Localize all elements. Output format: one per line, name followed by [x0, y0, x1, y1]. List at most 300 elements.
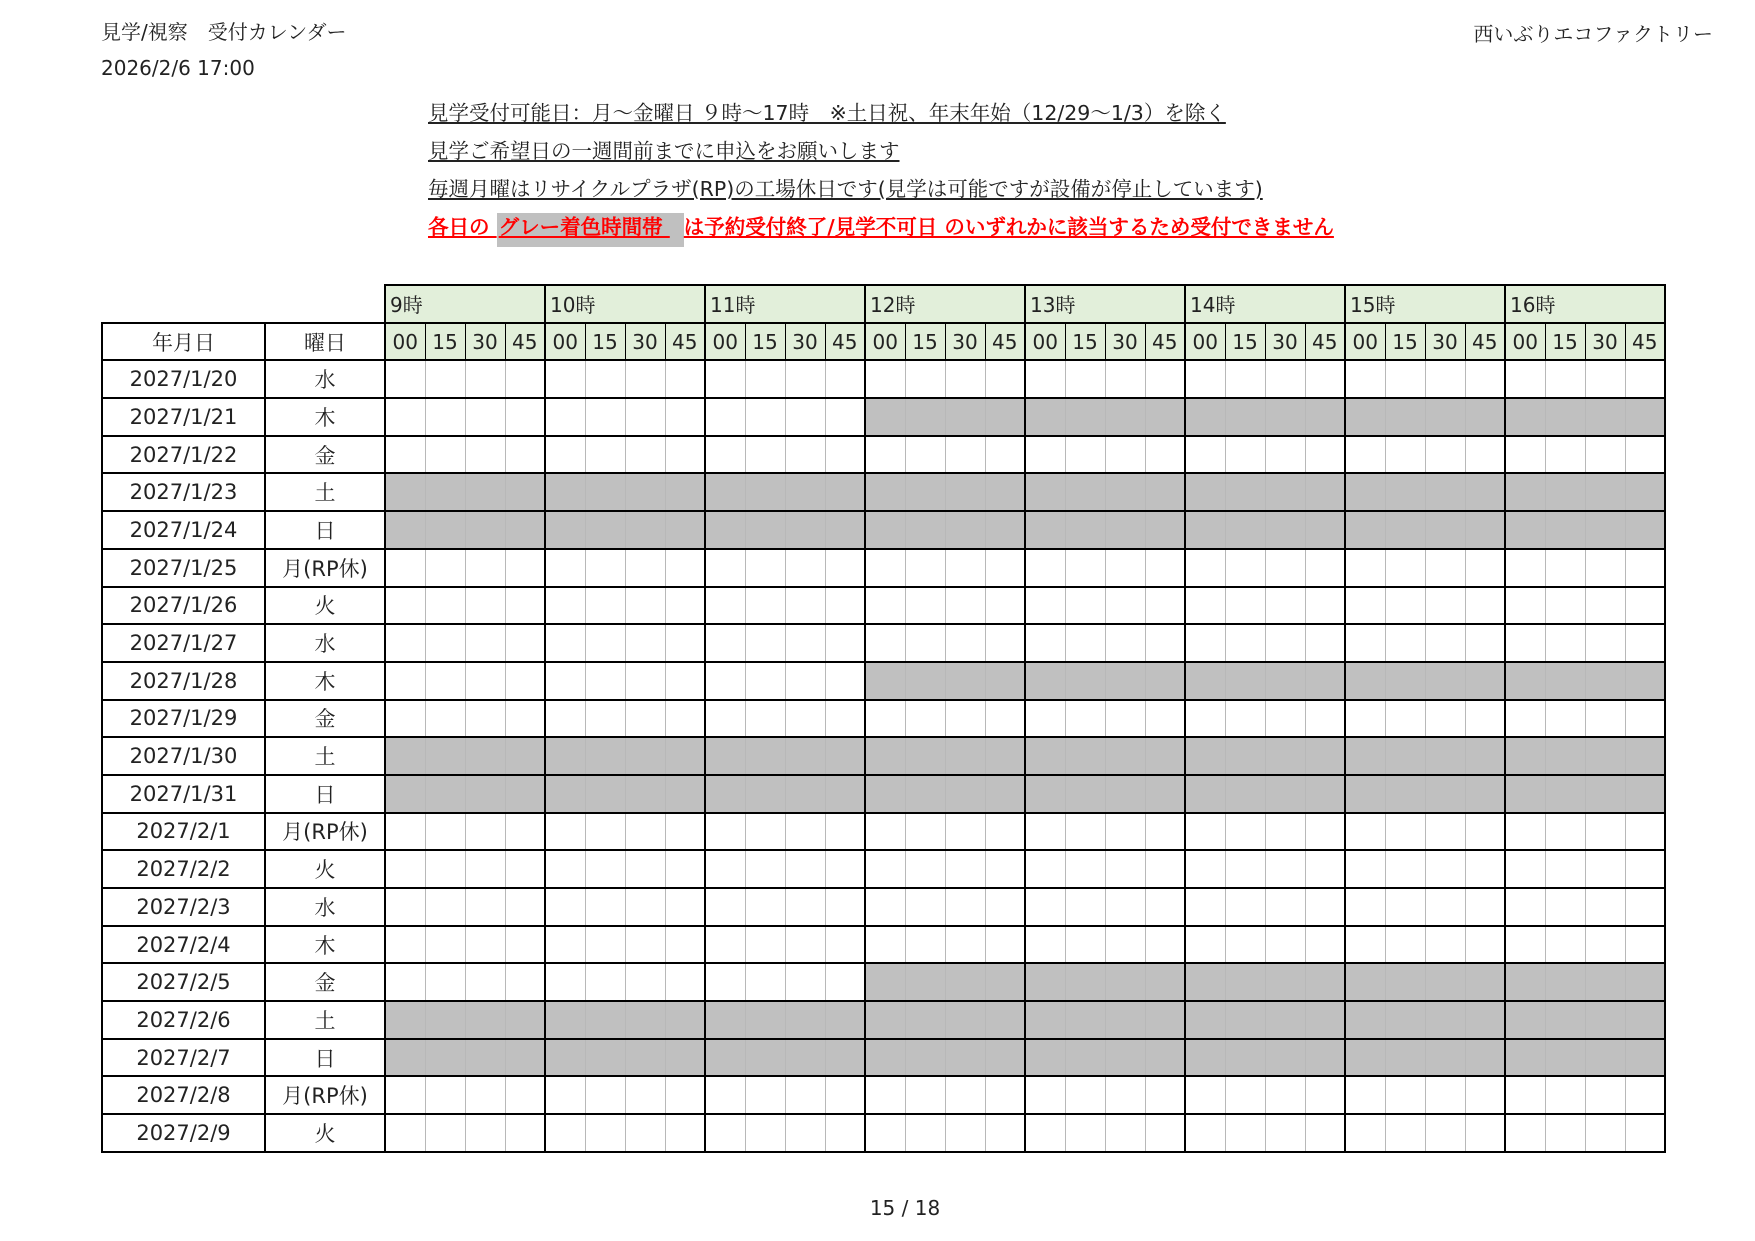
time-slot-available	[825, 1076, 865, 1114]
minute-header-cell: 45	[1145, 323, 1185, 361]
time-slot-available	[1065, 624, 1105, 662]
time-slot-available	[1345, 1114, 1385, 1152]
time-slot-closed	[1585, 1039, 1625, 1077]
time-slot-closed	[1225, 963, 1265, 1001]
time-slot-closed	[1505, 662, 1545, 700]
date-cell: 2027/2/8	[102, 1076, 265, 1114]
time-slot-available	[1265, 1076, 1305, 1114]
time-slot-available	[945, 360, 985, 398]
time-slot-available	[385, 963, 425, 1001]
date-cell: 2027/1/28	[102, 662, 265, 700]
date-cell: 2027/1/30	[102, 737, 265, 775]
weekday-cell: 土	[265, 737, 385, 775]
time-slot-closed	[1185, 963, 1225, 1001]
time-slot-closed	[545, 1001, 585, 1039]
time-slot-available	[505, 587, 545, 625]
time-slot-available	[705, 888, 745, 926]
minute-header-cell: 30	[1425, 323, 1465, 361]
time-slot-available	[1545, 587, 1585, 625]
time-slot-available	[945, 624, 985, 662]
time-slot-closed	[1105, 398, 1145, 436]
time-slot-closed	[1345, 511, 1385, 549]
minute-header-cell: 00	[1185, 323, 1225, 361]
time-slot-closed	[385, 1001, 425, 1039]
time-slot-available	[825, 624, 865, 662]
time-slot-closed	[905, 662, 945, 700]
time-slot-available	[1545, 1076, 1585, 1114]
time-slot-available	[425, 963, 465, 1001]
time-slot-available	[385, 587, 425, 625]
time-slot-closed	[1585, 963, 1625, 1001]
time-slot-closed	[385, 511, 425, 549]
time-slot-available	[505, 662, 545, 700]
time-slot-closed	[1505, 737, 1545, 775]
time-slot-closed	[625, 473, 665, 511]
time-slot-available	[1425, 436, 1465, 474]
time-slot-available	[1065, 888, 1105, 926]
time-slot-available	[1225, 549, 1265, 587]
calendar-body	[102, 360, 1665, 1151]
time-slot-available	[785, 926, 825, 964]
time-slot-closed	[625, 1039, 665, 1077]
time-slot-closed	[865, 1001, 905, 1039]
time-slot-available	[905, 1076, 945, 1114]
minute-header-cell: 45	[505, 323, 545, 361]
time-slot-available	[1305, 587, 1345, 625]
time-slot-available	[1345, 813, 1385, 851]
time-slot-closed	[1185, 398, 1225, 436]
time-slot-available	[825, 360, 865, 398]
time-slot-available	[665, 436, 705, 474]
time-slot-available	[1545, 888, 1585, 926]
time-slot-available	[985, 436, 1025, 474]
time-slot-available	[1025, 549, 1065, 587]
time-slot-available	[745, 888, 785, 926]
time-slot-available	[1185, 1114, 1225, 1152]
time-slot-available	[625, 813, 665, 851]
time-slot-available	[1545, 1114, 1585, 1152]
time-slot-closed	[1625, 511, 1665, 549]
time-slot-available	[1345, 436, 1385, 474]
time-slot-available	[1025, 1114, 1065, 1152]
time-slot-available	[465, 813, 505, 851]
time-slot-available	[545, 587, 585, 625]
time-slot-available	[385, 1114, 425, 1152]
time-slot-available	[505, 813, 545, 851]
time-slot-available	[505, 360, 545, 398]
time-slot-available	[1305, 549, 1345, 587]
time-slot-available	[425, 850, 465, 888]
time-slot-closed	[1185, 511, 1225, 549]
time-slot-available	[705, 1114, 745, 1152]
time-slot-closed	[465, 1001, 505, 1039]
time-slot-available	[745, 850, 785, 888]
time-slot-available	[1025, 700, 1065, 738]
time-slot-available	[1145, 624, 1185, 662]
time-slot-closed	[1025, 473, 1065, 511]
time-slot-available	[665, 963, 705, 1001]
calendar-row	[102, 926, 1665, 964]
time-slot-available	[1225, 360, 1265, 398]
note-grey-slots-warning	[428, 210, 1334, 240]
time-slot-available	[785, 1076, 825, 1114]
time-slot-available	[1505, 1076, 1545, 1114]
time-slot-available	[1025, 850, 1065, 888]
time-slot-closed	[1105, 662, 1145, 700]
time-slot-closed	[1225, 775, 1265, 813]
time-slot-available	[865, 587, 905, 625]
time-slot-closed	[545, 1039, 585, 1077]
time-slot-closed	[1225, 662, 1265, 700]
time-slot-available	[1545, 850, 1585, 888]
time-slot-available	[905, 700, 945, 738]
time-slot-available	[1265, 587, 1305, 625]
time-slot-closed	[625, 511, 665, 549]
time-slot-available	[745, 662, 785, 700]
organization-name: 西いぶりエコファクトリー	[1473, 22, 1713, 46]
time-slot-available	[1185, 813, 1225, 851]
time-slot-available	[1625, 549, 1665, 587]
time-slot-available	[1625, 926, 1665, 964]
time-slot-available	[1385, 624, 1425, 662]
time-slot-closed	[985, 737, 1025, 775]
weekday-cell: 土	[265, 1001, 385, 1039]
time-slot-closed	[1145, 662, 1185, 700]
date-cell: 2027/2/6	[102, 1001, 265, 1039]
date-cell: 2027/2/3	[102, 888, 265, 926]
time-slot-available	[1385, 549, 1425, 587]
time-slot-available	[1545, 360, 1585, 398]
time-slot-closed	[1425, 1039, 1465, 1077]
time-slot-closed	[825, 1001, 865, 1039]
time-slot-available	[985, 587, 1025, 625]
time-slot-available	[1585, 1076, 1625, 1114]
time-slot-available	[1625, 1114, 1665, 1152]
time-slot-available	[505, 963, 545, 1001]
time-slot-available	[865, 360, 905, 398]
date-cell: 2027/1/23	[102, 473, 265, 511]
time-slot-available	[1065, 360, 1105, 398]
time-slot-available	[1185, 549, 1225, 587]
time-slot-closed	[945, 511, 985, 549]
time-slot-available	[385, 813, 425, 851]
time-slot-available	[985, 360, 1025, 398]
time-slot-available	[425, 1114, 465, 1152]
time-slot-available	[825, 436, 865, 474]
time-slot-available	[425, 587, 465, 625]
minute-header-cell: 15	[425, 323, 465, 361]
time-slot-available	[945, 1114, 985, 1152]
time-slot-available	[1025, 888, 1065, 926]
time-slot-available	[1145, 1076, 1185, 1114]
time-slot-closed	[1065, 473, 1105, 511]
calendar-row	[102, 1114, 1665, 1152]
weekday-cell: 木	[265, 662, 385, 700]
time-slot-closed	[505, 511, 545, 549]
time-slot-available	[1305, 888, 1345, 926]
time-slot-available	[1105, 549, 1145, 587]
time-slot-available	[865, 1114, 905, 1152]
time-slot-available	[1145, 549, 1185, 587]
time-slot-closed	[905, 511, 945, 549]
time-slot-closed	[1185, 775, 1225, 813]
time-slot-available	[1225, 888, 1265, 926]
time-slot-available	[1465, 1076, 1505, 1114]
minute-header-cell: 15	[1545, 323, 1585, 361]
time-slot-available	[705, 360, 745, 398]
time-slot-available	[985, 813, 1025, 851]
time-slot-closed	[1465, 1001, 1505, 1039]
time-slot-available	[625, 624, 665, 662]
time-slot-closed	[1545, 398, 1585, 436]
time-slot-closed	[1105, 1001, 1145, 1039]
time-slot-closed	[1425, 662, 1465, 700]
time-slot-available	[1185, 850, 1225, 888]
time-slot-available	[1145, 360, 1185, 398]
time-slot-available	[1065, 850, 1105, 888]
time-slot-closed	[585, 1001, 625, 1039]
time-slot-closed	[1305, 398, 1345, 436]
time-slot-available	[545, 963, 585, 1001]
time-slot-available	[905, 813, 945, 851]
time-slot-closed	[1425, 737, 1465, 775]
time-slot-closed	[1145, 511, 1185, 549]
time-slot-closed	[905, 737, 945, 775]
time-slot-available	[625, 398, 665, 436]
calendar-row	[102, 398, 1665, 436]
time-slot-available	[865, 436, 905, 474]
time-slot-available	[1425, 360, 1465, 398]
time-slot-available	[1265, 1114, 1305, 1152]
time-slot-available	[745, 700, 785, 738]
time-slot-closed	[1265, 963, 1305, 1001]
weekday-cell: 日	[265, 1039, 385, 1077]
weekday-cell: 木	[265, 398, 385, 436]
time-slot-available	[585, 360, 625, 398]
time-slot-available	[1145, 850, 1185, 888]
time-slot-closed	[1625, 1001, 1665, 1039]
page-indicator: 15 / 18	[869, 1196, 941, 1220]
time-slot-closed	[1025, 775, 1065, 813]
time-slot-closed	[865, 511, 905, 549]
time-slot-available	[1265, 360, 1305, 398]
time-slot-closed	[745, 1001, 785, 1039]
date-cell: 2027/2/4	[102, 926, 265, 964]
date-cell: 2027/2/1	[102, 813, 265, 851]
calendar-row	[102, 549, 1665, 587]
time-slot-closed	[585, 775, 625, 813]
time-slot-available	[745, 549, 785, 587]
time-slot-available	[385, 850, 425, 888]
time-slot-available	[1625, 850, 1665, 888]
time-slot-closed	[945, 1039, 985, 1077]
time-slot-closed	[1265, 511, 1305, 549]
time-slot-closed	[945, 473, 985, 511]
time-slot-available	[385, 360, 425, 398]
date-cell: 2027/1/29	[102, 700, 265, 738]
calendar-row	[102, 1076, 1665, 1114]
time-slot-closed	[1345, 398, 1385, 436]
time-slot-closed	[545, 473, 585, 511]
time-slot-available	[665, 587, 705, 625]
time-slot-available	[1385, 888, 1425, 926]
time-slot-closed	[625, 737, 665, 775]
time-slot-closed	[865, 662, 905, 700]
calendar-row	[102, 813, 1665, 851]
time-slot-closed	[1105, 473, 1145, 511]
time-slot-closed	[1465, 1039, 1505, 1077]
time-slot-available	[825, 662, 865, 700]
time-slot-available	[545, 1114, 585, 1152]
date-cell: 2027/1/20	[102, 360, 265, 398]
time-slot-closed	[1185, 662, 1225, 700]
hour-header-cell: 15時	[1345, 285, 1505, 323]
time-slot-available	[1425, 624, 1465, 662]
date-cell: 2027/1/25	[102, 549, 265, 587]
time-slot-available	[985, 926, 1025, 964]
time-slot-closed	[1545, 775, 1585, 813]
reservation-calendar-table	[101, 284, 1666, 1153]
time-slot-closed	[1025, 511, 1065, 549]
time-slot-closed	[1465, 511, 1505, 549]
time-slot-closed	[865, 775, 905, 813]
time-slot-closed	[545, 775, 585, 813]
minute-header-cell: 30	[1585, 323, 1625, 361]
time-slot-available	[865, 888, 905, 926]
time-slot-available	[985, 888, 1025, 926]
minute-header-cell: 30	[785, 323, 825, 361]
minute-header-cell: 00	[1025, 323, 1065, 361]
time-slot-closed	[1345, 737, 1385, 775]
time-slot-available	[1145, 1114, 1185, 1152]
time-slot-available	[905, 888, 945, 926]
time-slot-available	[1625, 888, 1665, 926]
time-slot-closed	[985, 1001, 1025, 1039]
time-slot-available	[1225, 624, 1265, 662]
calendar-row	[102, 850, 1665, 888]
calendar-row	[102, 473, 1665, 511]
time-slot-available	[545, 549, 585, 587]
time-slot-available	[1185, 888, 1225, 926]
calendar-row	[102, 1001, 1665, 1039]
time-slot-available	[1345, 926, 1385, 964]
time-slot-available	[1385, 1076, 1425, 1114]
minute-header-cell: 15	[1385, 323, 1425, 361]
time-slot-available	[625, 963, 665, 1001]
time-slot-closed	[505, 1039, 545, 1077]
time-slot-available	[545, 813, 585, 851]
time-slot-available	[745, 963, 785, 1001]
time-slot-closed	[905, 1039, 945, 1077]
time-slot-available	[1385, 360, 1425, 398]
date-cell: 2027/1/22	[102, 436, 265, 474]
time-slot-closed	[785, 737, 825, 775]
time-slot-closed	[1385, 737, 1425, 775]
time-slot-available	[585, 850, 625, 888]
time-slot-available	[585, 813, 625, 851]
time-slot-available	[665, 360, 705, 398]
minute-header-cell: 30	[625, 323, 665, 361]
time-slot-available	[1425, 549, 1465, 587]
minute-header-cell: 15	[1065, 323, 1105, 361]
time-slot-closed	[1385, 662, 1425, 700]
time-slot-available	[865, 813, 905, 851]
calendar-row	[102, 436, 1665, 474]
time-slot-available	[465, 436, 505, 474]
time-slot-closed	[425, 1001, 465, 1039]
time-slot-available	[465, 624, 505, 662]
time-slot-closed	[905, 1001, 945, 1039]
time-slot-available	[1185, 926, 1225, 964]
time-slot-available	[1305, 360, 1345, 398]
weekday-cell: 月(RP休)	[265, 1076, 385, 1114]
time-slot-available	[545, 1076, 585, 1114]
time-slot-closed	[585, 473, 625, 511]
time-slot-available	[1105, 700, 1145, 738]
time-slot-available	[945, 1076, 985, 1114]
time-slot-closed	[665, 1001, 705, 1039]
time-slot-available	[1025, 360, 1065, 398]
time-slot-available	[425, 360, 465, 398]
time-slot-available	[665, 549, 705, 587]
time-slot-available	[1585, 888, 1625, 926]
time-slot-closed	[1505, 963, 1545, 1001]
time-slot-available	[825, 963, 865, 1001]
minute-header-cell: 00	[705, 323, 745, 361]
time-slot-available	[825, 888, 865, 926]
time-slot-available	[745, 624, 785, 662]
time-slot-closed	[665, 511, 705, 549]
time-slot-closed	[585, 737, 625, 775]
time-slot-closed	[1225, 511, 1265, 549]
time-slot-closed	[1545, 662, 1585, 700]
time-slot-closed	[1505, 775, 1545, 813]
time-slot-available	[945, 813, 985, 851]
time-slot-available	[785, 587, 825, 625]
time-slot-available	[665, 926, 705, 964]
time-slot-available	[705, 963, 745, 1001]
time-slot-available	[745, 926, 785, 964]
time-slot-available	[1505, 888, 1545, 926]
time-slot-closed	[1145, 963, 1185, 1001]
time-slot-closed	[705, 1039, 745, 1077]
time-slot-available	[705, 813, 745, 851]
time-slot-available	[945, 850, 985, 888]
time-slot-available	[1585, 587, 1625, 625]
time-slot-closed	[825, 775, 865, 813]
weekday-cell: 水	[265, 888, 385, 926]
time-slot-available	[1465, 587, 1505, 625]
time-slot-available	[1305, 926, 1345, 964]
time-slot-closed	[745, 1039, 785, 1077]
date-cell: 2027/1/27	[102, 624, 265, 662]
time-slot-available	[505, 888, 545, 926]
time-slot-available	[1505, 1114, 1545, 1152]
time-slot-closed	[1425, 511, 1465, 549]
time-slot-available	[1305, 850, 1345, 888]
time-slot-available	[385, 624, 425, 662]
time-slot-available	[1345, 360, 1385, 398]
time-slot-closed	[385, 473, 425, 511]
time-slot-closed	[1145, 473, 1185, 511]
time-slot-closed	[985, 473, 1025, 511]
time-slot-closed	[1265, 662, 1305, 700]
time-slot-closed	[1225, 1039, 1265, 1077]
time-slot-closed	[1185, 473, 1225, 511]
date-cell: 2027/2/9	[102, 1114, 265, 1152]
time-slot-available	[1305, 1076, 1345, 1114]
time-slot-closed	[1145, 775, 1185, 813]
